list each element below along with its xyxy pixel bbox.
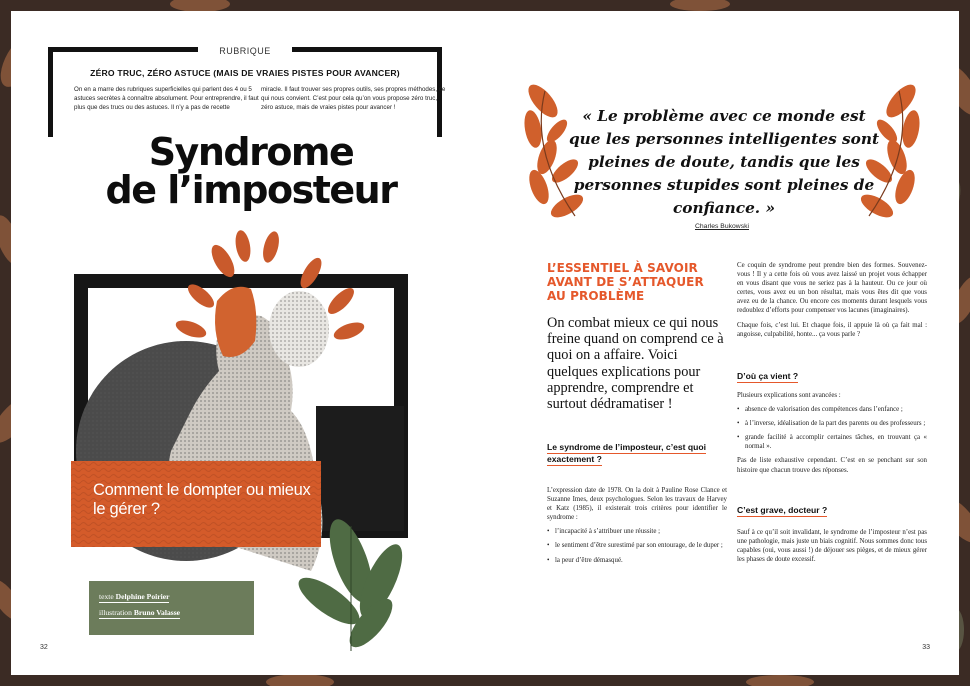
- rubrique-intro-col1: On en a marre des rubriques superficielles qui parlent des 4 ou 5 astuces secrètes à connaître absolument. Pour entreprendre, il faut plus que des trucs ou des astuces. Il n’y a pas de recette: [74, 86, 259, 111]
- quote-author: Charles Bukowski: [694, 223, 750, 230]
- body-definition: [547, 486, 727, 570]
- title-line-1: Syndrome: [148, 130, 354, 174]
- right-page: [485, 11, 959, 675]
- pull-quote: « Le problème avec ce monde est que les personnes intelligentes sont pleines de doute, tandis que les personnes stupides sont pleines de confiance. »: [568, 107, 880, 217]
- paragraph: Chaque fois, c’est lui. Et chaque fois, il appuie là où ça fait mal : angoisse, culpabilité, honte... ça vous parle ?: [737, 321, 927, 338]
- paragraph: Ce coquin de syndrome peut prendre bien des formes. Souvenez-vous ! Il y a cette fois où vous avez laissé un projet vous échapper en vous disant que vous ne seriez pas à la hauteur. Ou ce jour où certes, vous avez eu un bon résultat, mais vous êtes dit que vous avez eu de la chance. Ou encore ces moments durant lesquels vous redoublez d’efforts pour compenser vos lacunes (imaginaires).: [737, 262, 927, 315]
- paragraph: L’expression date de 1978. On la doit à Pauline Rose Clance et Suzanne Imes, deux psychologues. Selon les travaux de Harvey et Katz (1985), il existerait trois critères pour identifier le syndrome :: [547, 487, 727, 522]
- subheading-text: C’est grave, docteur ?: [737, 505, 828, 515]
- list-item: • à l’inverse, idéalisation de la part des parents ou des professeurs ;: [737, 419, 927, 428]
- subheading-text: D’où ça vient ?: [737, 371, 799, 381]
- body-forms: [737, 261, 927, 344]
- page-number-left: 32: [40, 644, 48, 651]
- credit-illus-label: illustration: [99, 608, 132, 617]
- page-number-right: 33: [922, 644, 930, 651]
- credits-box: [89, 581, 254, 635]
- causes-list: [737, 405, 927, 451]
- criteria-list: [547, 527, 727, 564]
- credit-illus-name: Bruno Valasse: [133, 608, 181, 617]
- title-line-2: de l’imposteur: [105, 168, 397, 212]
- subheading-definition: [547, 441, 707, 465]
- list-item: • le sentiment d’être surestimé par son entourage, de le duper ;: [547, 541, 727, 550]
- list-item: • l’incapacité à s’attribuer une réussite ;: [547, 527, 727, 536]
- paragraph: Sauf à ce qu’il soit invalidant, le syndrome de l’imposteur n’est pas une pathologie, mais juste un biais cognitif. Nous sommes donc tous capables (oui, vous aussi !) de déjouer ses pièges, et de mieux gérer les phases de doute excessif.: [737, 529, 927, 564]
- subheading-origin: [737, 370, 917, 382]
- subheading-severity: [737, 504, 917, 516]
- statue-illustration: [11, 11, 485, 675]
- left-page: [11, 11, 485, 675]
- paragraph: Pas de liste exhaustive cependant. C’est en se penchant sur son histoire que chacun trouve des réponses.: [737, 457, 927, 474]
- paragraph: Plusieurs explications sont avancées :: [737, 392, 841, 399]
- rubrique-label: RUBRIQUE: [219, 46, 271, 56]
- body-origin: [737, 391, 927, 480]
- section-lead: On combat mieux ce qui nous freine quand on comprend ce à quoi on a affaire. Voici quelques explications pour apprendre, comprendre et surtout dédramatiser !: [547, 315, 724, 413]
- credit-text: [99, 592, 169, 603]
- rubrique-title: ZÉRO TRUC, ZÉRO ASTUCE (MAIS DE VRAIES PISTES POUR AVANCER): [90, 68, 400, 78]
- credit-illustration: [99, 608, 180, 619]
- credit-text-name: Delphine Poirier: [115, 592, 170, 601]
- section-heading: L’ESSENTIEL À SAVOIR AVANT DE S’ATTAQUER AU PROBLÈME: [547, 261, 704, 303]
- article-title: [71, 130, 431, 212]
- rubrique-intro-col2: miracle. Il faut trouver ses propres outils, ses propres méthodes, ce qui nous convient. C’est pour cela qu’on vous propose zéro truc, zéro astuce, mais de vraies pistes pour avancer !: [261, 86, 446, 111]
- list-item: • la peur d’être démasqué.: [547, 556, 727, 565]
- banner-subtitle: Comment le dompter ou mieux le gérer ?: [93, 481, 311, 518]
- credit-text-label: texte: [99, 592, 114, 601]
- list-item: • grande facilité à accomplir certaines tâches, en trouvant ça « normal ».: [737, 433, 927, 451]
- body-severity: [737, 528, 927, 569]
- list-item: • absence de valorisation des compétences dans l’enfance ;: [737, 405, 927, 414]
- subheading-text: Le syndrome de l’imposteur, c’est quoi exactement ?: [547, 442, 707, 464]
